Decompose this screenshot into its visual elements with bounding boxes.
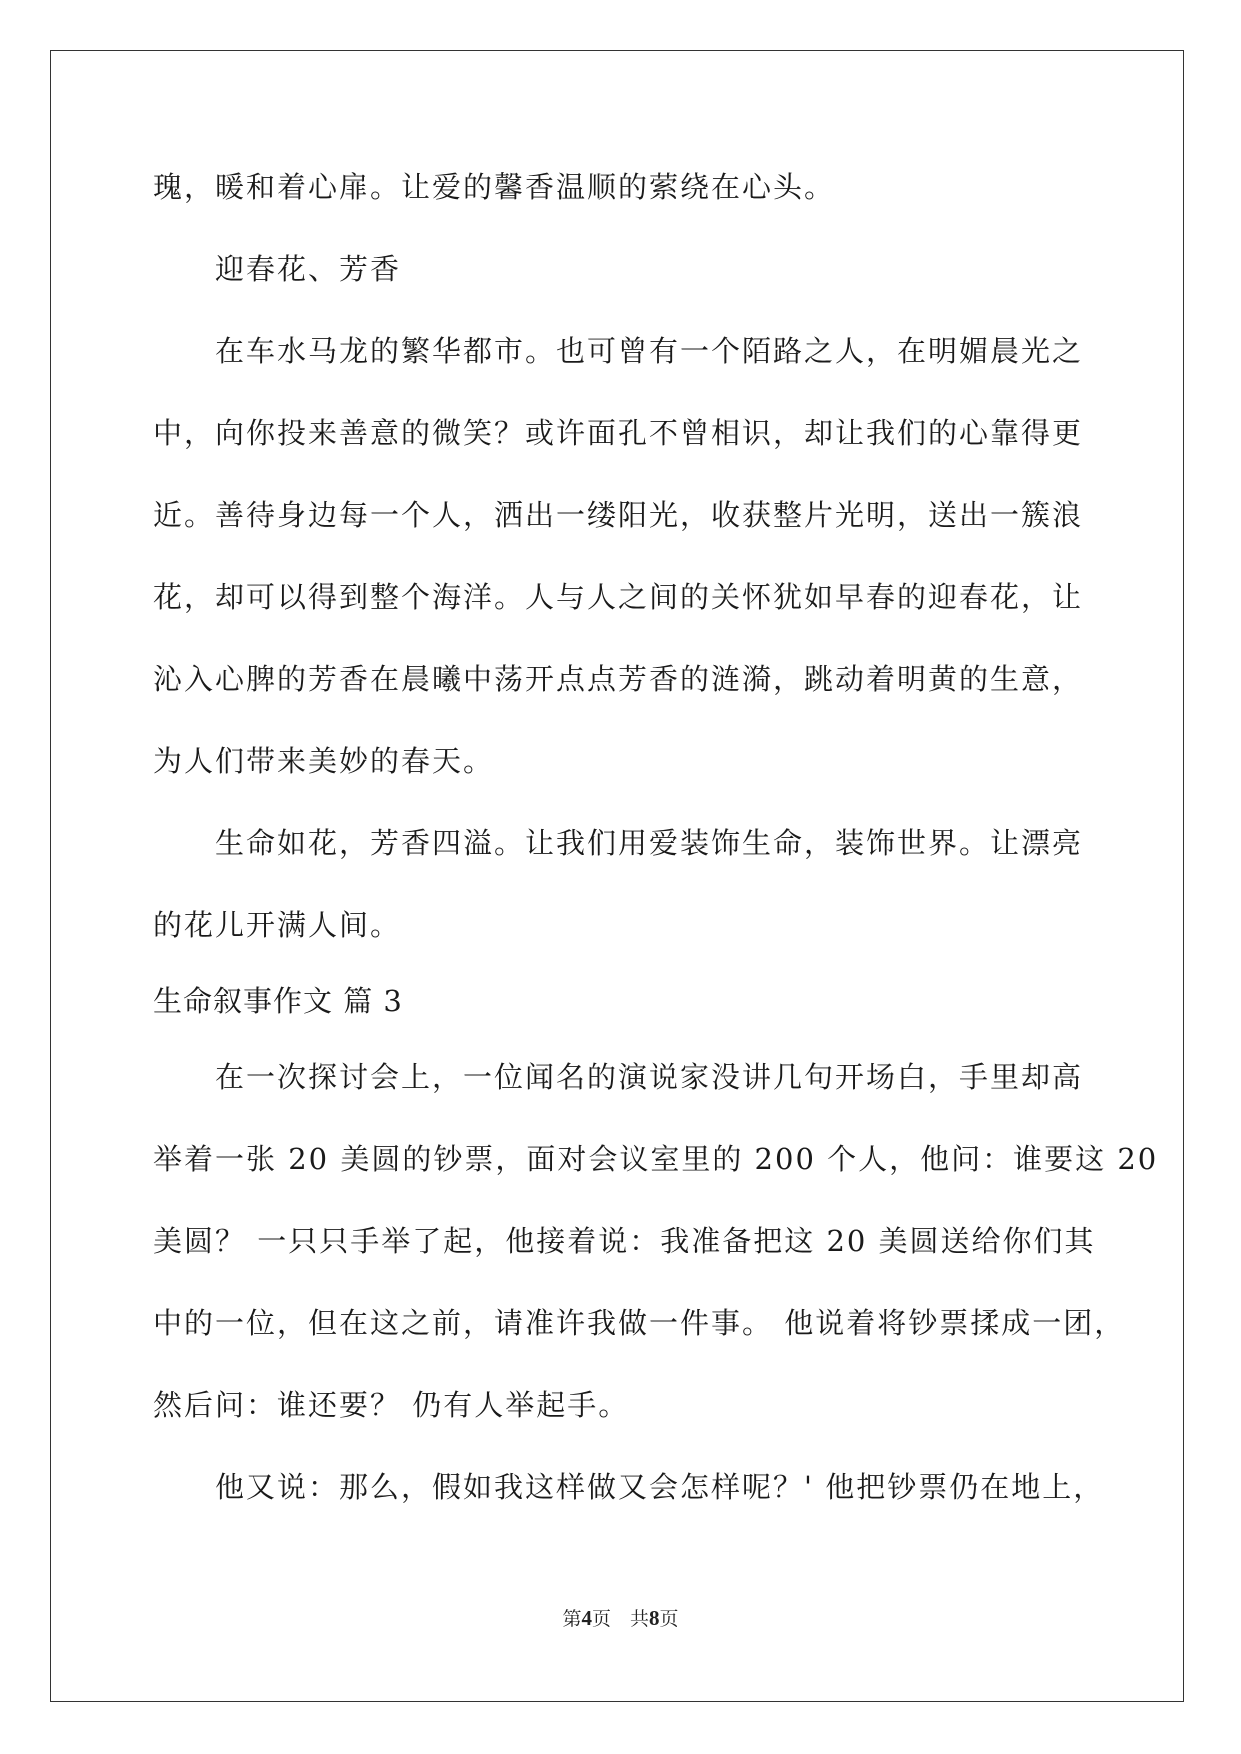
- page-number: 4: [581, 1606, 592, 1630]
- paragraph-line: 他又说：那么，假如我这样做又会怎样呢？' 他把钞票仍在地上，: [215, 1470, 1105, 1504]
- paragraph-line: 花，却可以得到整个海洋。人与人之间的关怀犹如早春的迎春花，让: [153, 580, 1084, 614]
- paragraph-line: 的花儿开满人间。: [153, 908, 402, 942]
- paragraph-line: 在一次探讨会上，一位闻名的演说家没讲几句开场白，手里却高: [215, 1060, 1084, 1094]
- paragraph-line: 生命如花，芳香四溢。让我们用爱装饰生命，装饰世界。让漂亮: [215, 826, 1084, 860]
- paragraph-line: 为人们带来美妙的春天。: [153, 744, 495, 778]
- total-pages: 8: [649, 1606, 660, 1630]
- paragraph-line: 沁入心脾的芳香在晨曦中荡开点点芳香的涟漪，跳动着明黄的生意，: [153, 662, 1084, 696]
- footer-suffix: 页: [659, 1608, 679, 1630]
- footer-mid: 页 共: [591, 1608, 649, 1630]
- paragraph-line: 美圆？ 一只只手举了起，他接着说：我准备把这 20 美圆送给你们其: [153, 1224, 1096, 1258]
- paragraph-line: 然后问：谁还要？ 仍有人举起手。: [153, 1388, 630, 1422]
- paragraph-line: 瑰，暖和着心扉。让爱的馨香温顺的萦绕在心头。: [153, 170, 836, 204]
- paragraph-line: 中的一位，但在这之前，请准许我做一件事。 他说着将钞票揉成一团，: [153, 1306, 1126, 1340]
- document-body: [153, 160, 1159, 1542]
- page-footer: [0, 1604, 1241, 1631]
- section-heading: 生命叙事作文 篇 3: [153, 984, 403, 1018]
- paragraph-line: 中，向你投来善意的微笑？或许面孔不曾相识，却让我们的心靠得更: [153, 416, 1084, 450]
- footer-prefix: 第: [562, 1608, 582, 1630]
- paragraph-line: 近。善待身边每一个人，洒出一缕阳光，收获整片光明，送出一簇浪: [153, 498, 1084, 532]
- paragraph-line: 在车水马龙的繁华都市。也可曾有一个陌路之人，在明媚晨光之: [215, 334, 1084, 368]
- section-subtitle: 迎春花、芳香: [215, 252, 402, 286]
- paragraph-line: 举着一张 20 美圆的钞票，面对会议室里的 200 个人，他问：谁要这 20: [153, 1142, 1159, 1176]
